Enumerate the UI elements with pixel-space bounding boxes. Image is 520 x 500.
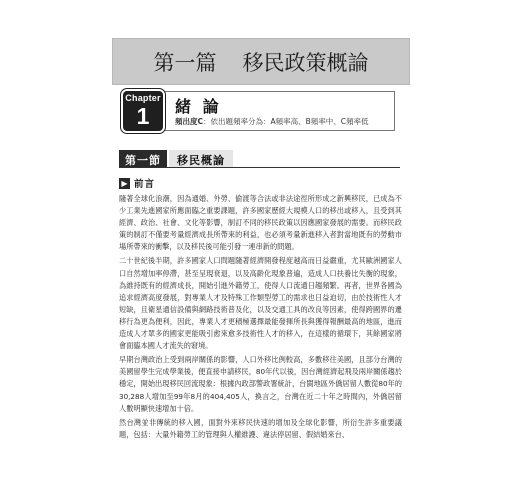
chapter-number: 1 xyxy=(136,103,150,129)
chapter-word: Chapter xyxy=(125,93,161,103)
part-number: 第一篇 xyxy=(153,50,217,75)
chapter-title: 緒 論 xyxy=(175,97,222,116)
chapter-badge xyxy=(121,89,165,133)
section-number: 第一節 xyxy=(119,150,167,167)
section-heading xyxy=(119,150,400,168)
part-banner xyxy=(112,38,410,85)
arrow-right-icon: ▶ xyxy=(119,178,130,189)
paragraph: 早期台灣政治上受到兩岸關係的影響，人口外移比例較高，多數移往美國，且部分台灣的美國留學生完成學業後，便直接申請移民，80年代以後，因台灣經濟起飛及兩岸關係趨於穩定，開始出現移民回流現象：根據內政部警政署統計，台閩地區外僑居留人數從80年的30,288人增加至99年8月的404,405人，換言之，台灣在近二十年之時間內，外僑居留人數明顯快速增加十倍。 xyxy=(119,355,402,413)
paragraph: 二十世紀後半期，許多國家人口問題隨著經濟開發程度越高而日益嚴重，尤其歐洲國家人口自然增加率停滯，甚至呈現衰退，以及高齡化現象普遍，造成人口扶養比失衡的現象，為維持既有的經濟成長，開始引進外籍勞工，使得人口流通日趨頻繁。再者，世界各國為追求經濟高度發展，對專業人才及特殊工作類型勞工的需求也日益迫切，由於技術性人才短缺，且衛星通信設備與網路技術普及化，以及交通工具的改良等因素，使得跨國界的遷移行為更為便利，因此，專業人才更積極選擇最能發揮所長與獲得報酬最高的地區，進而造成人才眾多的國家更能吸引愈來愈多技術性人才的移入，在這樣的循環下，其餘國家將會面臨本國人才流失的窘境。 xyxy=(119,256,402,351)
section-title: 移民概論 xyxy=(169,150,233,167)
frequency-label: 頻出度C xyxy=(175,117,204,126)
chapter-frequency xyxy=(175,116,369,127)
subsection-title: 前言 xyxy=(134,179,156,190)
frequency-text: ：依出題頻率分為：A頻率高、B頻率中、C頻率低 xyxy=(203,117,369,126)
chapter-header xyxy=(122,91,395,131)
paragraph: 隨著全球化浪潮，因為通婚、外勞、偷渡等合法或非法途徑所形成之新興移民，已成為不少工業先進國家所應面臨之重要課題，許多國家歷經大規模人口的移出或移入，且受到其經濟、政治、社會、文化等影響，制訂不同的移民政策以因應國家發展的需要。而移民政策的制訂不僅要考量經濟成長所帶來的利益，也必須考量新進移入者對當地既有的勞動市場所帶來的衝擊，以及移民後可能引發一連串新的問題。 xyxy=(119,194,402,252)
part-title: 移民政策概論 xyxy=(242,50,369,75)
paragraph: 然台灣並非傳統的移入國，面對外來移民快速的增加及全球化影響，所衍生許多重要議題，包括：大量外籍勞工的管理與人權維護、違法停居留、假結婚來台、 xyxy=(119,417,402,439)
subsection-heading xyxy=(119,176,155,190)
body-text xyxy=(119,193,402,443)
